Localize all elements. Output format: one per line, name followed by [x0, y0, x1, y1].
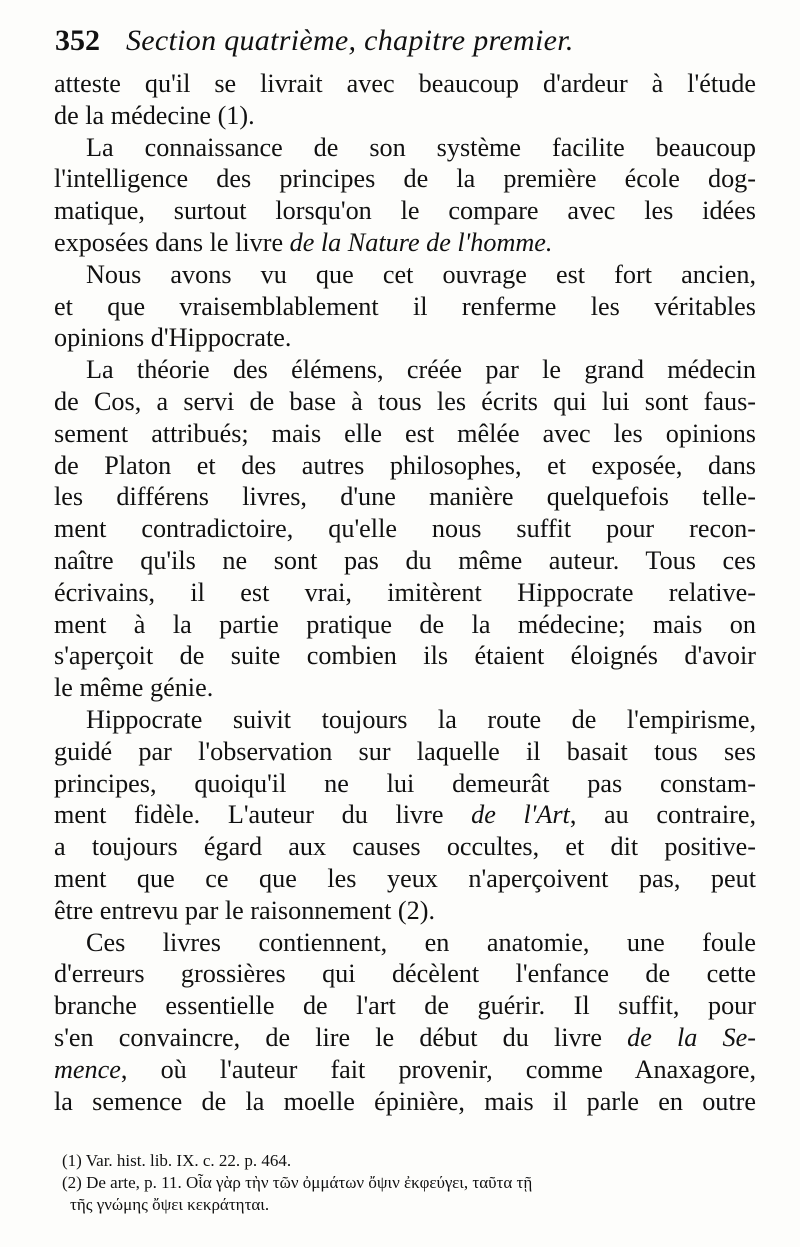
text-line: la semence de la moelle épinière, mais il parle en outre	[54, 1086, 756, 1116]
text-segment: , où l'auteur fait provenir, comme Anaxagore,	[120, 1054, 756, 1084]
text-line: ment que ce que les yeux n'aperçoivent pas, peut	[54, 863, 756, 893]
text-line: branche essentielle de l'art de guérir. Il suffit, pour	[54, 991, 756, 1021]
footnote-line: (1) Var. hist. lib. IX. c. 22. p. 464.	[62, 1151, 292, 1170]
text-line: de la médecine (1).	[54, 100, 255, 130]
footnote-line: (2) De arte, p. 11. Οἷα γὰρ τὴν τῶν ὀμμάτων ὄψιν ἐκφεύγει, ταῦτα τῇ	[62, 1173, 533, 1192]
body-text	[54, 68, 756, 1117]
text-line: écrivains, il est vrai, imitèrent Hippocrate relative-	[54, 577, 756, 607]
text-line: les différens livres, d'une manière quelquefois telle-	[54, 482, 756, 512]
text-line: ment contradictoire, qu'elle nous suffit pour recon-	[54, 514, 756, 544]
text-line: et que vraisemblablement il renferme les véritables	[54, 291, 756, 321]
text-line	[54, 1022, 756, 1054]
italic-title: mence	[54, 1054, 121, 1084]
text-line	[54, 227, 756, 259]
text-line: matique, surtout lorsqu'on le compare avec les idées	[54, 196, 756, 226]
text-line: le même génie.	[54, 673, 214, 703]
italic-title: de la Se-	[627, 1022, 756, 1052]
text-segment: , au contraire,	[569, 800, 756, 830]
text-line: ment à la partie pratique de la médecine; mais on	[54, 609, 756, 639]
footnotes	[62, 1150, 762, 1216]
text-line: atteste qu'il se livrait avec beaucoup d'ardeur à l'étude	[54, 69, 756, 98]
text-line: principes, quoiqu'il ne lui demeurât pas constam-	[54, 768, 756, 798]
text-segment: s'en convaincre, de lire le début du livre	[54, 1022, 628, 1052]
italic-title: de l'Art	[471, 800, 570, 830]
text-line: naître qu'ils ne sont pas du même auteur. Tous ces	[54, 545, 756, 575]
text-line: de Cos, a servi de base à tous les écrits qui lui sont faus-	[54, 386, 756, 416]
text-line: Ces livres contiennent, en anatomie, une foule	[86, 927, 756, 957]
text-line: guidé par l'observation sur laquelle il basait tous ses	[54, 736, 756, 766]
text-line	[54, 1054, 756, 1086]
italic-title: de la Nature de l'homme.	[289, 227, 553, 257]
text-segment: ment fidèle. L'auteur du livre	[54, 800, 472, 830]
text-line	[54, 799, 756, 831]
text-line: Hippocrate suivit toujours la route de l'empirisme,	[86, 704, 756, 734]
text-segment: exposées dans le livre	[54, 227, 290, 257]
running-head: Section quatrième, chapitre premier.	[126, 24, 574, 57]
text-line: l'intelligence des principes de la première école dog-	[54, 164, 756, 194]
text-line: de Platon et des autres philosophes, et exposée, dans	[54, 450, 756, 480]
text-line: sement attribués; mais elle est mêlée avec les opinions	[54, 418, 756, 448]
text-line: Nous avons vu que cet ouvrage est fort ancien,	[86, 259, 756, 289]
text-line: être entrevu par le raisonnement (2).	[54, 895, 435, 925]
text-line: La théorie des élémens, créée par le grand médecin	[86, 355, 756, 385]
text-line: a toujours égard aux causes occultes, et dit positive-	[54, 832, 756, 862]
text-line: s'aperçoit de suite combien ils étaient éloignés d'avoir	[54, 641, 756, 671]
text-line: La connaissance de son système facilite beaucoup	[86, 132, 756, 162]
footnote-line: τῆς γνώμης ὄψει κεκράτηται.	[70, 1195, 270, 1214]
page-number: 352	[55, 24, 100, 57]
text-line: d'erreurs grossières qui décèlent l'enfance de cette	[54, 959, 756, 989]
page-header	[55, 24, 755, 70]
text-line: opinions d'Hippocrate.	[54, 323, 292, 353]
